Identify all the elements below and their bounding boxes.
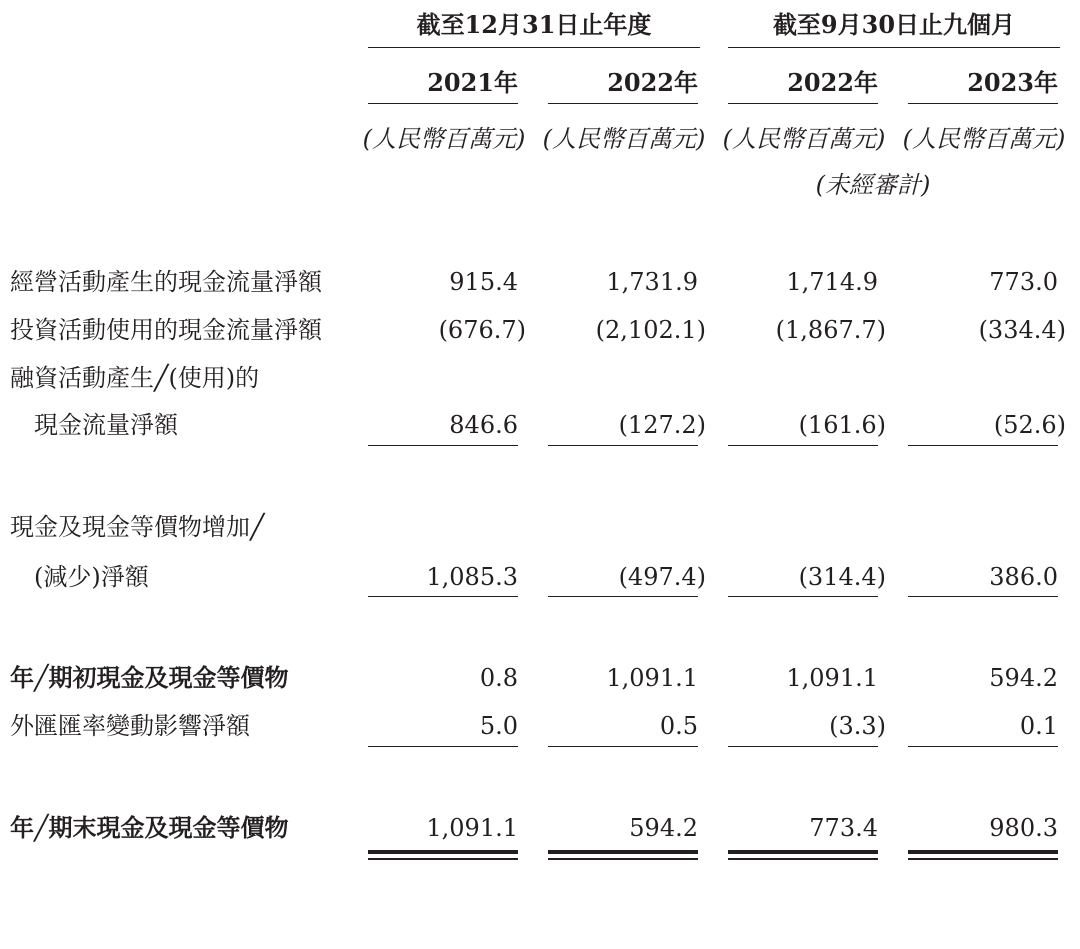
row-operating-col1: 915.4	[449, 268, 518, 296]
row-investing-col3: (1,867.7)	[775, 316, 886, 344]
row-operating-label: 經營活動產生的現金流量淨額	[10, 268, 322, 296]
row-fx-col2: 0.5	[659, 712, 698, 740]
row-closing-col3: 773.4	[809, 814, 878, 842]
fx-rule-col4	[908, 746, 1058, 747]
row-net-change-col2: (497.4)	[618, 563, 706, 591]
row-fx-col4: 0.1	[1019, 712, 1058, 740]
header-year-rule-col4	[908, 103, 1058, 104]
fx-rule-col3	[728, 746, 878, 747]
row-operating-col4: 773.0	[989, 268, 1058, 296]
row-investing-col1: (676.7)	[438, 316, 526, 344]
header-group-nine-months-rule	[728, 47, 1060, 48]
row-financing-label-line2: 現金流量淨額	[34, 411, 178, 439]
row-investing-col2: (2,102.1)	[595, 316, 706, 344]
row-financing-col1: 846.6	[449, 411, 518, 439]
row-investing-label: 投資活動使用的現金流量淨額	[10, 316, 322, 344]
row-fx-label: 外匯匯率變動影響淨額	[10, 712, 250, 740]
row-closing-col2: 594.2	[629, 814, 698, 842]
header-year-col3: 2022年	[787, 68, 878, 97]
net-change-rule-col3	[728, 596, 878, 597]
header-year-rule-col3	[728, 103, 878, 104]
row-financing-col4: (52.6)	[993, 411, 1066, 439]
row-financing-col3: (161.6)	[798, 411, 886, 439]
row-net-change-label-line1: 現金及現金等價物增加╱	[10, 513, 265, 541]
fx-rule-col2	[548, 746, 698, 747]
row-opening-label: 年╱期初現金及現金等價物	[10, 663, 289, 692]
row-financing-label-line1: 融資活動產生╱(使用)的	[10, 364, 260, 392]
header-year-rule-col1	[368, 103, 518, 104]
total-double-rule-col2-lower	[548, 858, 698, 860]
row-closing-col4: 980.3	[989, 814, 1058, 842]
subtotal-rule-col3	[728, 445, 878, 446]
row-operating-col2: 1,731.9	[606, 268, 698, 296]
row-opening-col3: 1,091.1	[786, 664, 878, 692]
total-double-rule-col3-lower	[728, 858, 878, 860]
header-group-nine-months: 截至9月30日止九個月	[772, 10, 1016, 39]
row-net-change-col4: 386.0	[989, 563, 1058, 591]
header-year-rule-col2	[548, 103, 698, 104]
header-group-year-ended: 截至12月31日止年度	[416, 10, 652, 39]
header-unit-col1: (人民幣百萬元)	[362, 125, 526, 153]
net-change-rule-col4	[908, 596, 1058, 597]
header-year-col2: 2022年	[607, 68, 698, 97]
header-group-year-ended-rule	[368, 47, 700, 48]
row-net-change-col1: 1,085.3	[426, 563, 518, 591]
subtotal-rule-col4	[908, 445, 1058, 446]
row-fx-col1: 5.0	[479, 712, 518, 740]
header-unit-col4: (人民幣百萬元)	[902, 125, 1066, 153]
row-operating-col3: 1,714.9	[786, 268, 878, 296]
header-unit-col2: (人民幣百萬元)	[542, 125, 706, 153]
row-investing-col4: (334.4)	[978, 316, 1066, 344]
net-change-rule-col1	[368, 596, 518, 597]
row-fx-col3: (3.3)	[829, 712, 886, 740]
subtotal-rule-col2	[548, 445, 698, 446]
row-opening-col1: 0.8	[479, 664, 518, 692]
row-net-change-label-line2: (減少)淨額	[34, 563, 149, 591]
fx-rule-col1	[368, 746, 518, 747]
subtotal-rule-col1	[368, 445, 518, 446]
row-closing-col1: 1,091.1	[426, 814, 518, 842]
header-year-col1: 2021年	[427, 68, 518, 97]
net-change-rule-col2	[548, 596, 698, 597]
row-closing-label: 年╱期末現金及現金等價物	[10, 813, 289, 842]
row-financing-col2: (127.2)	[618, 411, 706, 439]
row-opening-col2: 1,091.1	[606, 664, 698, 692]
header-unit-col3: (人民幣百萬元)	[722, 125, 886, 153]
header-year-col4: 2023年	[967, 68, 1058, 97]
header-unaudited-col3: (未經審計)	[815, 171, 931, 199]
total-double-rule-col1-lower	[368, 858, 518, 860]
row-net-change-col3: (314.4)	[798, 563, 886, 591]
total-double-rule-col4-lower	[908, 858, 1058, 860]
row-opening-col4: 594.2	[989, 664, 1058, 692]
